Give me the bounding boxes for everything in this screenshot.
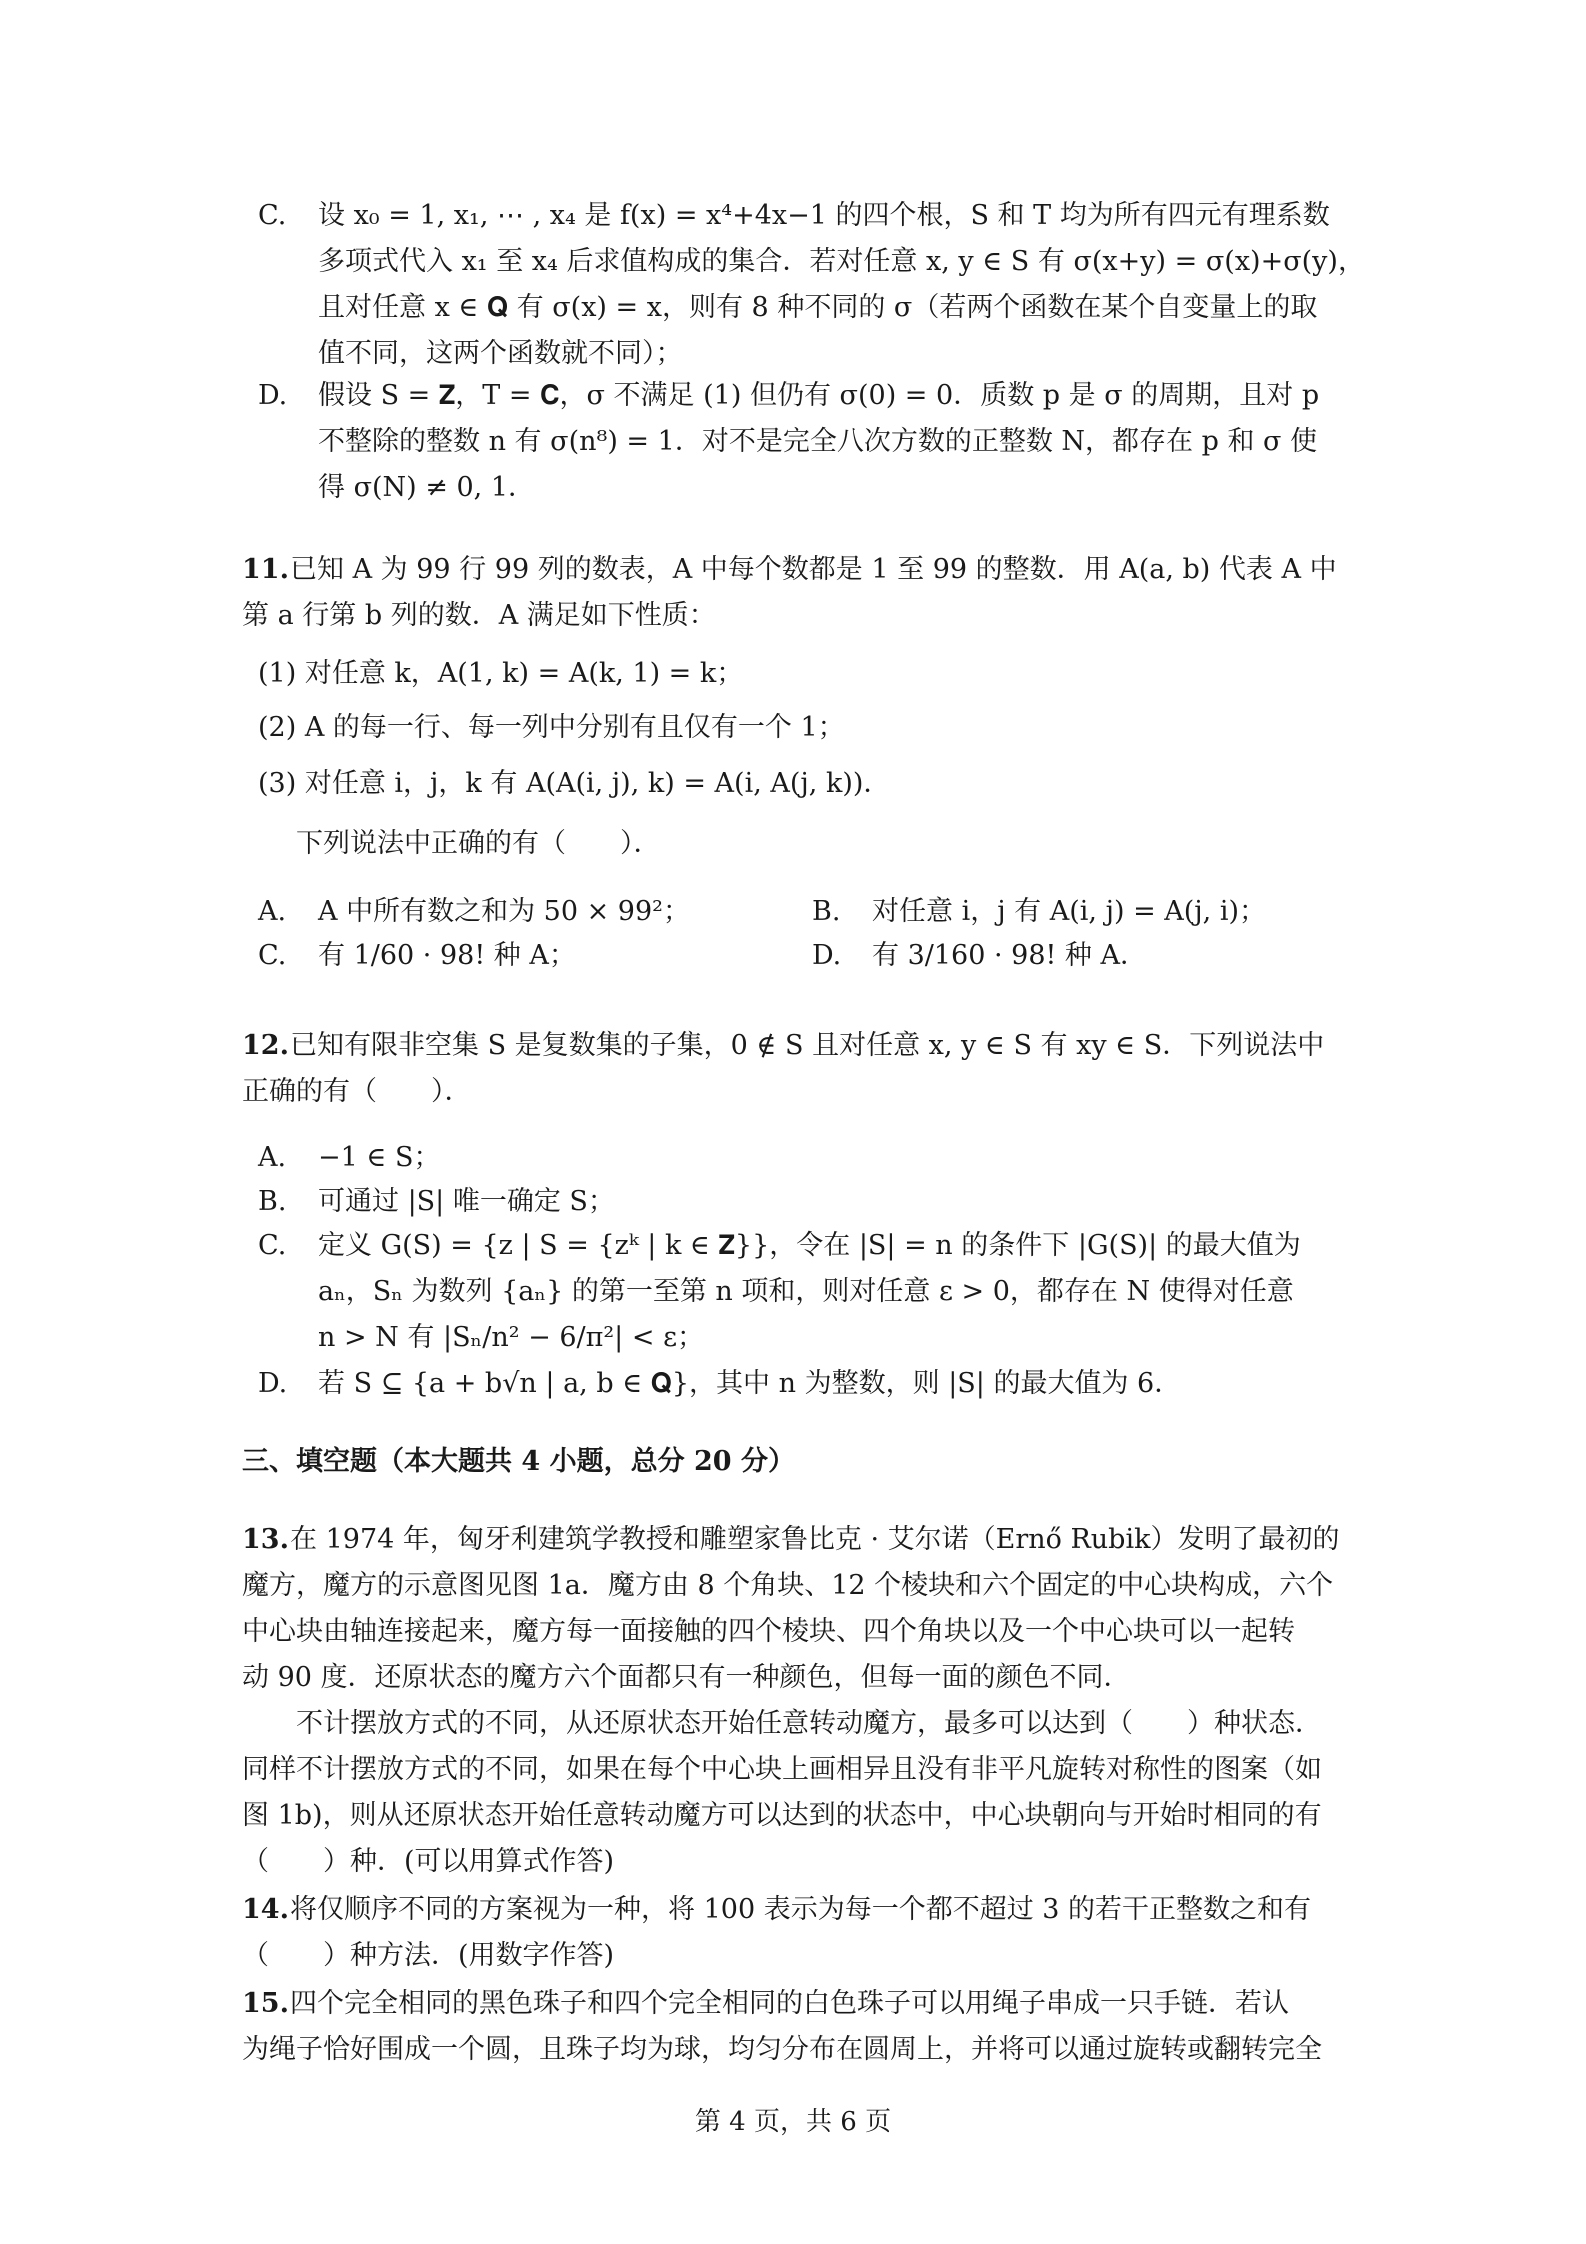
q11-prompt: 下列说法中正确的有（ ）．: [296, 828, 661, 859]
q13-line: （ ）种．(可以用算式作答): [242, 1846, 615, 1877]
q12-option-a-label: A.: [258, 1142, 287, 1173]
q10-option-c-line: 值不同，这两个函数就不同）；: [318, 338, 683, 369]
q10-option-c-line: 设 x₀ = 1, x₁, ⋯ , x₄ 是 f(x) = x⁴+4x−1 的四个根，S 和 T 均为所有四元有理系数: [318, 200, 1330, 231]
page-footer: 第 4 页，共 6 页: [694, 2107, 892, 2137]
q13-line: 魔方，魔方的示意图见图 1a．魔方由 8 个角块、12 个棱块和六个固定的中心块构成，六个: [242, 1570, 1334, 1601]
q11-option-c-text: 有 1/60 · 98! 种 A；: [318, 940, 576, 971]
q11-option-d-text: 有 3/160 · 98! 种 A．: [872, 940, 1148, 971]
q13-line: 动 90 度．还原状态的魔方六个面都只有一种颜色，但每一面的颜色不同．: [242, 1662, 1131, 1693]
q11-option-a-text: A 中所有数之和为 50 × 99²；: [318, 896, 690, 927]
q10-option-d-line: 不整除的整数 n 有 σ(n⁸) = 1．对不是完全八次方数的正整数 N，都存在 p 和 σ 使: [318, 426, 1318, 457]
q14-line: 将仅顺序不同的方案视为一种，将 100 表示为每一个都不超过 3 的若干正整数之和有: [290, 1894, 1312, 1925]
q10-option-c-line: 多项式代入 x₁ 至 x₄ 后求值构成的集合．若对任意 x, y ∈ S 有 σ(x+y) = σ(x)+σ(y)，: [318, 246, 1365, 277]
q11-option-c-label: C.: [258, 940, 287, 971]
q14-line: （ ）种方法．(用数字作答): [242, 1940, 615, 1971]
q12-stem-line: 已知有限非空集 S 是复数集的子集，0 ∉ S 且对任意 x, y ∈ S 有 xy ∈ S．下列说法中: [290, 1030, 1325, 1061]
q12-option-d-label: D.: [258, 1368, 288, 1399]
q11-number: 11.: [242, 554, 289, 585]
q10-option-d-line: 假设 S = 𝐙，T = 𝐂，σ 不满足 (1) 但仍有 σ(0) = 0．质数 p 是 σ 的周期，且对 p: [318, 380, 1320, 411]
q11-option-a-label: A.: [258, 896, 287, 927]
q11-option-b-label: B.: [812, 896, 841, 927]
q12-option-b-text: 可通过 |S| 唯一确定 S；: [318, 1186, 615, 1217]
q11-condition: (1) 对任意 k，A(1, k) = A(k, 1) = k；: [258, 658, 744, 689]
q13-line: 中心块由轴连接起来，魔方每一面接触的四个棱块、四个角块以及一个中心块可以一起转: [242, 1616, 1295, 1647]
q10-option-d-line: 得 σ(N) ≠ 0, 1．: [318, 472, 536, 503]
q14-number: 14.: [242, 1894, 289, 1925]
q12-option-b-label: B.: [258, 1186, 287, 1217]
q13-line: 图 1b)，则从还原状态开始任意转动魔方可以达到的状态中，中心块朝向与开始时相同的有: [242, 1800, 1322, 1831]
section-heading: 三、填空题（本大题共 4 小题，总分 20 分）: [242, 1446, 795, 1477]
q10-option-c-label: C.: [258, 200, 287, 231]
q12-option-c-line: n > N 有 |Sₙ/n² − 6/π²| < ε；: [318, 1322, 705, 1353]
q15-line: 四个完全相同的黑色珠子和四个完全相同的白色珠子可以用绳子串成一只手链．若认: [290, 1988, 1289, 2019]
q13-line: 在 1974 年，匈牙利建筑学教授和雕塑家鲁比克 · 艾尔诺（Ernő Rubik）发明了最初的: [290, 1524, 1340, 1555]
q12-option-c-line: aₙ，Sₙ 为数列 {aₙ} 的第一至第 n 项和，则对任意 ε > 0，都存在 N 使得对任意: [318, 1276, 1294, 1307]
q12-option-a-text: −1 ∈ S；: [318, 1142, 441, 1173]
q12-number: 12.: [242, 1030, 289, 1061]
q13-line: 同样不计摆放方式的不同，如果在每个中心块上画相异且没有非平凡旋转对称性的图案（如: [242, 1754, 1322, 1785]
q10-option-c-line: 且对任意 x ∈ 𝐐 有 σ(x) = x，则有 8 种不同的 σ（若两个函数在某个自变量上的取: [318, 292, 1318, 323]
q13-number: 13.: [242, 1524, 289, 1555]
q12-option-c-line: 定义 G(S) = {z | S = {zᵏ | k ∈ 𝐙}}，令在 |S| = n 的条件下 |G(S)| 的最大值为: [318, 1230, 1301, 1261]
q13-line: 不计摆放方式的不同，从还原状态开始任意转动魔方，最多可以达到（ ）种状态．: [296, 1708, 1322, 1739]
q15-line: 为绳子恰好围成一个圆，且珠子均为球，均匀分布在圆周上，并将可以通过旋转或翻转完全: [242, 2034, 1322, 2065]
q11-option-b-text: 对任意 i，j 有 A(i, j) = A(j, i)；: [872, 896, 1267, 927]
q11-stem-line: 第 a 行第 b 列的数．A 满足如下性质：: [242, 600, 716, 631]
q12-option-c-label: C.: [258, 1230, 287, 1261]
q12-option-d-text: 若 S ⊆ {a + b√n | a, b ∈ 𝐐}，其中 n 为整数，则 |S| 的最大值为 6．: [318, 1368, 1182, 1399]
q11-stem-line: 已知 A 为 99 行 99 列的数表，A 中每个数都是 1 至 99 的整数．用 A(a, b) 代表 A 中: [290, 554, 1337, 585]
q11-condition: (3) 对任意 i，j，k 有 A(A(i, j), k) = A(i, A(j, k))．: [258, 768, 891, 799]
q12-stem-line: 正确的有（ ）．: [242, 1076, 472, 1107]
q11-condition: (2) A 的每一行、每一列中分别有且仅有一个 1；: [258, 712, 845, 743]
q11-option-d-label: D.: [812, 940, 842, 971]
q15-number: 15.: [242, 1988, 289, 2019]
q10-option-d-label: D.: [258, 380, 288, 411]
